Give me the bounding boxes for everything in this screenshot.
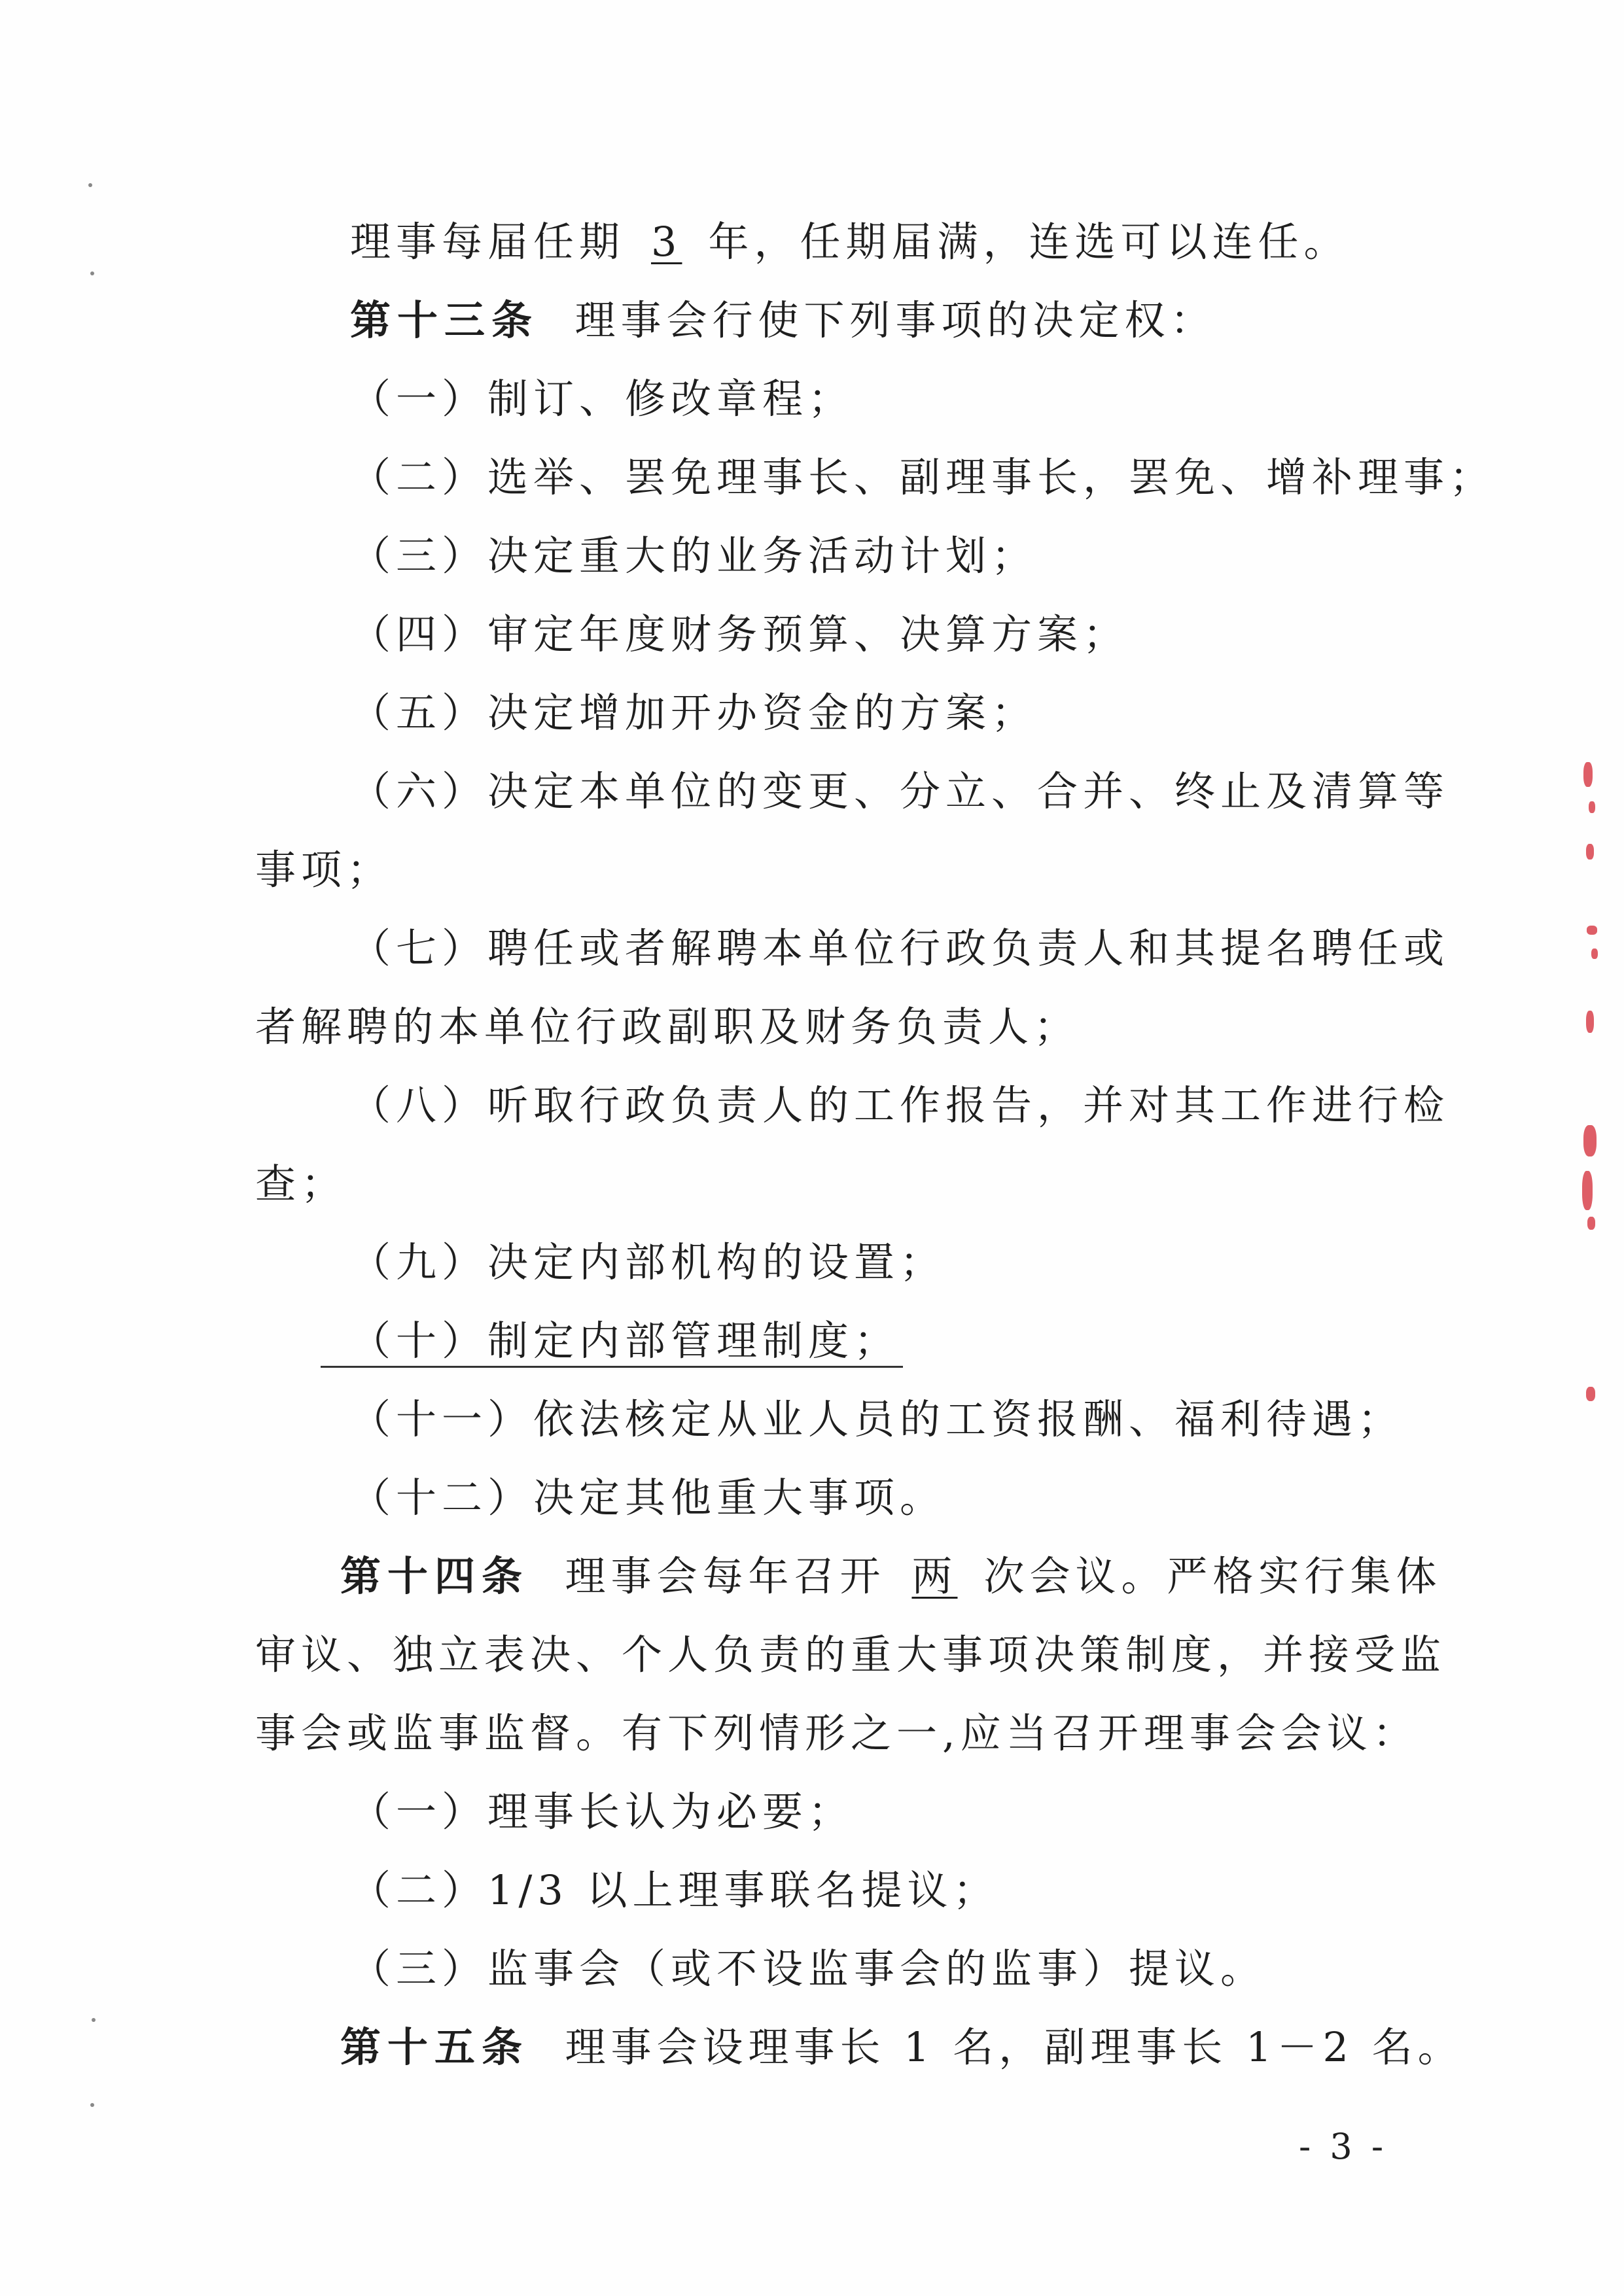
seal-fragment bbox=[1587, 926, 1597, 935]
scan-speck bbox=[90, 2103, 94, 2107]
line-text: 理事每届任期 bbox=[350, 218, 626, 266]
line-text: 事项； bbox=[255, 846, 393, 894]
handwritten-underline bbox=[321, 1366, 903, 1368]
list-item bbox=[350, 765, 1449, 818]
scan-speck bbox=[90, 271, 94, 275]
line-text: 事会或监事监督。有下列情形之一,应当召开理事会会议： bbox=[255, 1709, 1419, 1757]
line-text: （十二）决定其他重大事项。 bbox=[350, 1474, 946, 1522]
article-number: 第十五条 bbox=[340, 2023, 529, 2071]
line-text: （一）理事长认为必要； bbox=[350, 1788, 855, 1835]
list-item bbox=[350, 687, 1037, 739]
list-item-continuation bbox=[255, 1158, 347, 1210]
list-item bbox=[350, 530, 1037, 582]
line-text: （二）1/3 以上理事联名提议； bbox=[350, 1866, 999, 1914]
list-item bbox=[350, 1393, 1403, 1446]
seal-fragment bbox=[1583, 1125, 1597, 1157]
seal-fragment bbox=[1583, 762, 1593, 787]
line-text: 理事会设理事长 1 名，副理事长 1－2 名。 bbox=[565, 2023, 1464, 2071]
paragraph-line bbox=[255, 1629, 1446, 1681]
seal-fragment bbox=[1582, 1171, 1593, 1210]
line-text: （七）聘任或者解聘本单位行政负责人和其提名聘任或 bbox=[350, 924, 1450, 972]
article-heading-14 bbox=[340, 1550, 1441, 1603]
article-heading-15 bbox=[340, 2021, 1464, 2074]
list-item bbox=[350, 608, 1129, 661]
scan-speck bbox=[92, 2018, 96, 2022]
list-item bbox=[350, 1079, 1449, 1132]
list-item bbox=[350, 451, 1495, 504]
line-text: （十）制定内部管理制度； bbox=[350, 1317, 900, 1365]
underlined-value: 3 bbox=[651, 218, 682, 266]
list-item bbox=[350, 1315, 900, 1367]
list-item bbox=[350, 1472, 945, 1524]
paragraph-line bbox=[255, 1707, 1419, 1760]
seal-fragment bbox=[1591, 948, 1598, 959]
line-text: 次会议。严格实行集体 bbox=[983, 1552, 1442, 1600]
paragraph-line bbox=[350, 216, 1349, 268]
line-text: （六）决定本单位的变更、分立、合并、终止及清算等 bbox=[350, 767, 1450, 815]
line-text: 理事会每年召开 bbox=[565, 1552, 886, 1600]
scan-speck bbox=[88, 183, 92, 187]
line-text: （二）选举、罢免理事长、副理事长，罢免、增补理事； bbox=[350, 453, 1496, 501]
list-item-continuation bbox=[255, 844, 393, 896]
line-text: 者解聘的本单位行政副职及财务负责人； bbox=[255, 1003, 1080, 1051]
article-heading-13 bbox=[350, 294, 1216, 347]
line-text: 审议、独立表决、个人负责的重大事项决策制度，并接受监 bbox=[255, 1631, 1447, 1679]
line-text: （四）审定年度财务预算、决算方案； bbox=[350, 610, 1129, 658]
seal-fragment bbox=[1586, 1011, 1594, 1033]
list-item bbox=[350, 373, 854, 425]
line-text: （一）制订、修改章程； bbox=[350, 375, 855, 423]
list-item bbox=[350, 1786, 854, 1838]
line-text: （八）听取行政负责人的工作报告，并对其工作进行检 bbox=[350, 1081, 1450, 1129]
line-text: （五）决定增加开办资金的方案； bbox=[350, 689, 1038, 737]
seal-fragment bbox=[1589, 801, 1595, 813]
line-text: （三）决定重大的业务活动计划； bbox=[350, 532, 1038, 580]
list-item bbox=[350, 1236, 945, 1289]
page-number: - 3 - bbox=[1299, 2126, 1388, 2167]
seal-fragment bbox=[1586, 1387, 1595, 1401]
line-text: （九）决定内部机构的设置； bbox=[350, 1238, 946, 1286]
line-text: 理事会行使下列事项的决定权： bbox=[574, 296, 1216, 344]
list-item bbox=[350, 1943, 1266, 1995]
line-text: （三）监事会（或不设监事会的监事）提议。 bbox=[350, 1945, 1267, 1992]
line-text: 年，任期届满，连选可以连任。 bbox=[708, 218, 1350, 266]
article-number: 第十三条 bbox=[350, 296, 539, 344]
seal-fragment bbox=[1586, 844, 1594, 860]
article-number: 第十四条 bbox=[340, 1552, 529, 1600]
list-item bbox=[350, 1864, 999, 1917]
underlined-value: 两 bbox=[911, 1552, 958, 1600]
line-text: （十一）依法核定从业人员的工资报酬、福利待遇； bbox=[350, 1395, 1404, 1443]
line-text: 查； bbox=[255, 1160, 347, 1208]
list-item bbox=[350, 922, 1449, 975]
list-item-continuation bbox=[255, 1001, 1080, 1053]
seal-fragment bbox=[1587, 1217, 1595, 1230]
